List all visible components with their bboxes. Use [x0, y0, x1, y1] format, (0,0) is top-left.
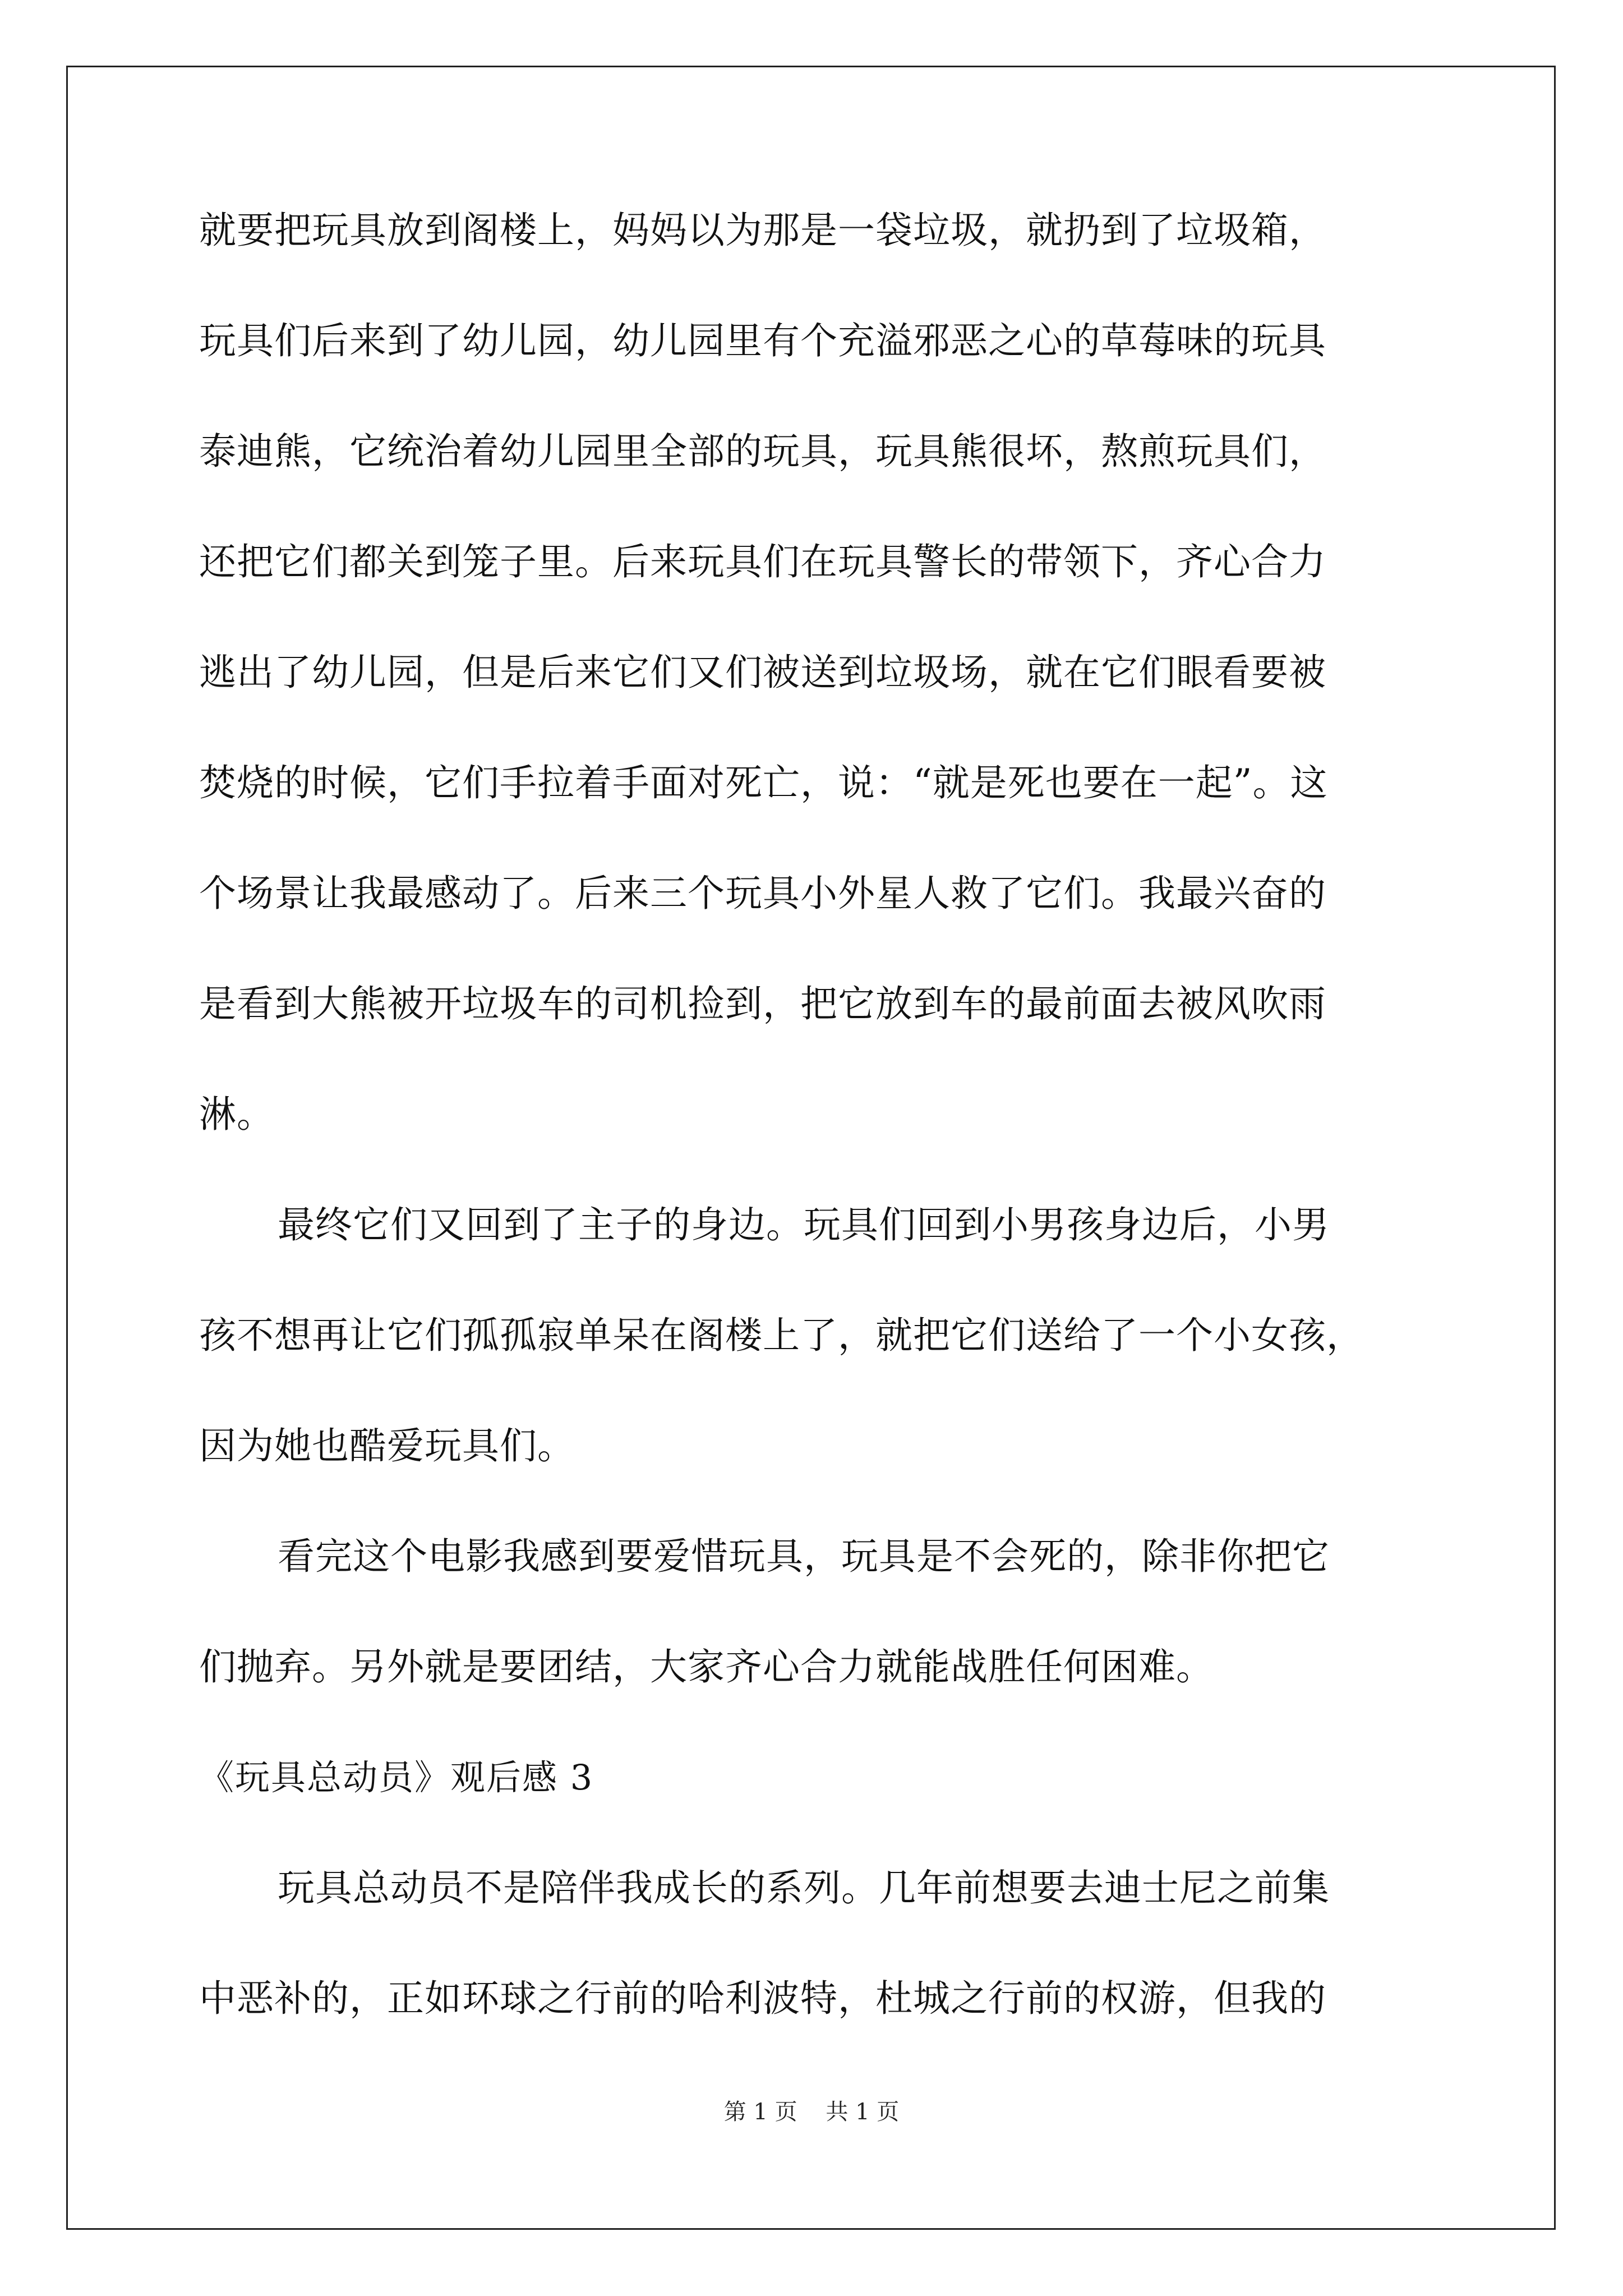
body-line-10: 最终它们又回到了主子的身边。玩具们回到小男孩身边后，小男: [278, 1203, 1330, 1246]
body-line-17: 中恶补的，正如环球之行前的哈利波特，杜城之行前的权游，但我的: [199, 1977, 1326, 2020]
document-body: [199, 209, 1433, 2091]
body-line-1: 就要把玩具放到阁楼上，妈妈以为那是一袋垃圾，就扔到了垃圾箱，: [199, 209, 1326, 252]
body-line-16: 玩具总动员不是陪伴我成长的系列。几年前想要去迪士尼之前集: [278, 1866, 1330, 1910]
body-line-13: 看完这个电影我感到要爱惜玩具，玩具是不会死的，除非你把它: [278, 1535, 1330, 1578]
body-line-6: 焚烧的时候，它们手拉着手面对死亡，说：“就是死也要在一起”。这: [199, 761, 1328, 804]
body-line-8: 是看到大熊被开垃圾车的司机捡到，把它放到车的最前面去被风吹雨: [199, 982, 1326, 1025]
section-heading: 《玩具总动员》观后感 3: [199, 1757, 594, 1798]
body-line-12: 因为她也酷爱玩具们。: [199, 1424, 575, 1467]
body-line-3: 泰迪熊，它统治着幼儿园里全部的玩具，玩具熊很坏，熬煎玩具们，: [199, 430, 1326, 473]
body-line-4: 还把它们都关到笼子里。后来玩具们在玩具警长的带领下，齐心合力: [199, 540, 1326, 583]
body-line-14: 们抛弃。另外就是要团结，大家齐心合力就能战胜任何困难。: [199, 1645, 1214, 1688]
body-line-5: 逃出了幼儿园，但是后来它们又们被送到垃圾场，就在它们眼看要被: [199, 651, 1326, 694]
page-number-footer: 第 1 页 共 1 页: [723, 2099, 900, 2125]
body-line-2: 玩具们后来到了幼儿园，幼儿园里有个充溢邪恶之心的草莓味的玩具: [199, 319, 1326, 362]
body-line-7: 个场景让我最感动了。后来三个玩具小外星人救了它们。我最兴奋的: [199, 872, 1326, 915]
body-line-9: 淋。: [199, 1093, 274, 1136]
body-line-11: 孩不想再让它们孤孤寂单呆在阁楼上了，就把它们送给了一个小女孩，: [199, 1314, 1364, 1357]
